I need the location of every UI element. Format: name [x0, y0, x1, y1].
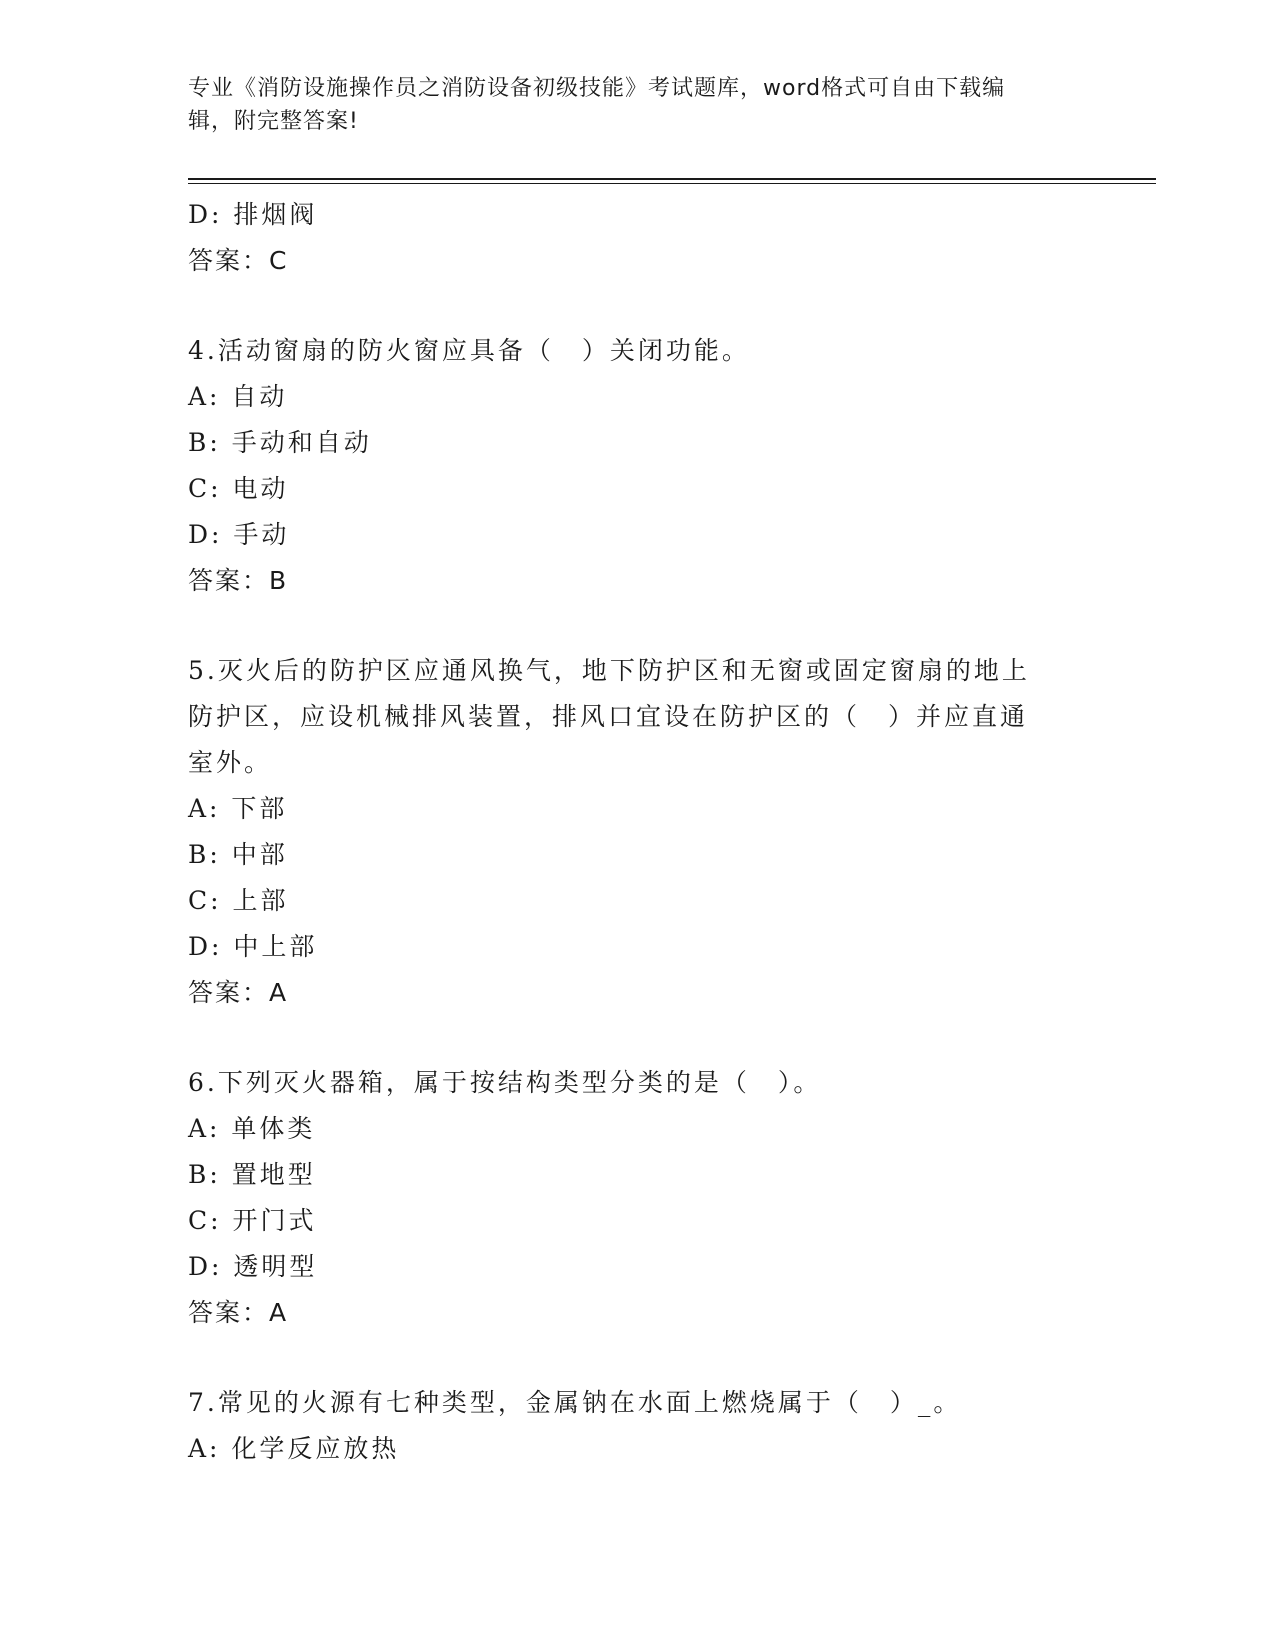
option-b: B: 手动和自动 — [188, 428, 372, 457]
header-line-1: 专业《消防设施操作员之消防设备初级技能》考试题库，word格式可自由下载编 — [188, 76, 1006, 101]
header-line-2: 辑，附完整答案! — [188, 109, 359, 134]
option-c: C: 开门式 — [188, 1206, 317, 1235]
option-d: D: 透明型 — [188, 1252, 318, 1281]
question-stem: 4.活动窗扇的防火窗应具备（ ）关闭功能。 — [188, 336, 750, 365]
option-a: A: 化学反应放热 — [188, 1434, 400, 1463]
header-divider-thin — [188, 183, 1156, 184]
question-stem: 6.下列灭火器箱，属于按结构类型分类的是（ ）。 — [188, 1068, 822, 1097]
option-d: D: 手动 — [188, 520, 290, 549]
option-b: B: 中部 — [188, 840, 288, 869]
question-stem-line-1: 5.灭火后的防护区应通风换气，地下防护区和无窗或固定窗扇的地上 — [188, 656, 1030, 685]
option-d: D: 排烟阀 — [188, 200, 318, 229]
option-b: B: 置地型 — [188, 1160, 316, 1189]
answer-line: 答案：A — [188, 978, 289, 1007]
document-header — [188, 72, 1068, 138]
answer-line: 答案：B — [188, 566, 289, 595]
question-stem-line-3: 室外。 — [188, 748, 273, 777]
answer-line: 答案：C — [188, 246, 289, 275]
option-d: D: 中上部 — [188, 932, 318, 961]
question-stem-line-2: 防护区，应设机械排风装置，排风口宜设在防护区的（ ）并应直通 — [188, 702, 1029, 731]
option-c: C: 上部 — [188, 886, 289, 915]
option-c: C: 电动 — [188, 474, 289, 503]
option-a: A: 自动 — [188, 382, 288, 411]
header-divider-thick — [188, 178, 1156, 180]
question-stem: 7.常见的火源有七种类型，金属钠在水面上燃烧属于（ ）_。 — [188, 1388, 962, 1417]
answer-line: 答案：A — [188, 1298, 289, 1327]
option-a: A: 下部 — [188, 794, 288, 823]
option-a: A: 单体类 — [188, 1114, 316, 1143]
question-list — [188, 192, 1088, 1472]
